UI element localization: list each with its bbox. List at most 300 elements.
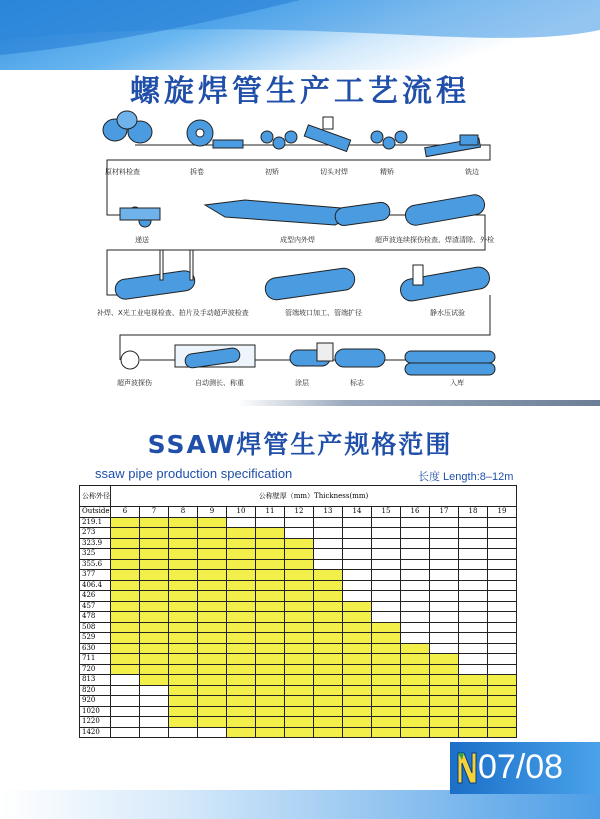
producible-cell bbox=[198, 528, 227, 539]
producible-cell bbox=[198, 654, 227, 665]
producible-cell bbox=[169, 591, 198, 602]
thickness-column-header: 18 bbox=[459, 507, 488, 518]
table-row bbox=[80, 559, 517, 570]
producible-cell bbox=[314, 612, 343, 623]
producible-cell bbox=[314, 633, 343, 644]
step-label: 成型内外焊 bbox=[280, 236, 315, 244]
producible-cell bbox=[227, 549, 256, 560]
producible-cell bbox=[198, 591, 227, 602]
producible-cell bbox=[459, 717, 488, 728]
producible-cell bbox=[169, 517, 198, 528]
empty-cell bbox=[459, 633, 488, 644]
producible-cell bbox=[198, 685, 227, 696]
producible-cell bbox=[430, 664, 459, 675]
producible-cell bbox=[256, 622, 285, 633]
producible-cell bbox=[169, 612, 198, 623]
producible-cell bbox=[314, 696, 343, 707]
producible-cell bbox=[256, 528, 285, 539]
outside-diameter-cell: 1220 bbox=[80, 717, 111, 728]
producible-cell bbox=[198, 696, 227, 707]
empty-cell bbox=[314, 559, 343, 570]
empty-cell bbox=[343, 549, 372, 560]
producible-cell bbox=[488, 706, 517, 717]
empty-cell bbox=[430, 528, 459, 539]
empty-cell bbox=[343, 559, 372, 570]
producible-cell bbox=[140, 559, 169, 570]
producible-cell bbox=[459, 706, 488, 717]
producible-cell bbox=[227, 580, 256, 591]
producible-cell bbox=[198, 549, 227, 560]
thickness-column-header: 8 bbox=[169, 507, 198, 518]
producible-cell bbox=[169, 675, 198, 686]
producible-cell bbox=[285, 706, 314, 717]
producible-cell bbox=[256, 580, 285, 591]
producible-cell bbox=[401, 675, 430, 686]
empty-cell bbox=[459, 528, 488, 539]
producible-cell bbox=[430, 654, 459, 665]
producible-cell bbox=[343, 664, 372, 675]
producible-cell bbox=[169, 570, 198, 581]
producible-cell bbox=[227, 528, 256, 539]
outside-diameter-cell: 426 bbox=[80, 591, 111, 602]
empty-cell bbox=[430, 517, 459, 528]
empty-cell bbox=[488, 517, 517, 528]
outside-diameter-cell: 273 bbox=[80, 528, 111, 539]
producible-cell bbox=[227, 622, 256, 633]
outside-diameter-cell: 406.4 bbox=[80, 580, 111, 591]
producible-cell bbox=[198, 580, 227, 591]
producible-cell bbox=[314, 675, 343, 686]
producible-cell bbox=[111, 612, 140, 623]
producible-cell bbox=[285, 727, 314, 738]
producible-cell bbox=[314, 664, 343, 675]
producible-cell bbox=[198, 559, 227, 570]
empty-cell bbox=[488, 612, 517, 623]
empty-cell bbox=[256, 517, 285, 528]
producible-cell bbox=[314, 580, 343, 591]
producible-cell bbox=[140, 517, 169, 528]
producible-cell bbox=[488, 696, 517, 707]
producible-cell bbox=[256, 727, 285, 738]
step-label: 涂层 bbox=[295, 379, 309, 387]
producible-cell bbox=[256, 549, 285, 560]
empty-cell bbox=[227, 517, 256, 528]
empty-cell bbox=[140, 706, 169, 717]
empty-cell bbox=[372, 549, 401, 560]
table-row bbox=[80, 591, 517, 602]
empty-cell bbox=[401, 549, 430, 560]
producible-cell bbox=[140, 675, 169, 686]
empty-cell bbox=[140, 727, 169, 738]
producible-cell bbox=[140, 633, 169, 644]
table-row bbox=[80, 717, 517, 728]
producible-cell bbox=[169, 601, 198, 612]
empty-cell bbox=[285, 528, 314, 539]
outside-diameter-cell: 711 bbox=[80, 654, 111, 665]
empty-cell bbox=[459, 538, 488, 549]
row1-icons bbox=[103, 111, 480, 157]
empty-cell bbox=[430, 591, 459, 602]
empty-cell bbox=[372, 570, 401, 581]
producible-cell bbox=[169, 717, 198, 728]
producible-cell bbox=[343, 633, 372, 644]
empty-cell bbox=[430, 580, 459, 591]
producible-cell bbox=[314, 727, 343, 738]
producible-cell bbox=[314, 654, 343, 665]
empty-cell bbox=[430, 549, 459, 560]
producible-cell bbox=[285, 570, 314, 581]
producible-cell bbox=[111, 549, 140, 560]
table-row bbox=[80, 696, 517, 707]
producible-cell bbox=[256, 685, 285, 696]
producible-cell bbox=[459, 696, 488, 707]
producible-cell bbox=[227, 570, 256, 581]
producible-cell bbox=[256, 612, 285, 623]
empty-cell bbox=[314, 528, 343, 539]
producible-cell bbox=[198, 612, 227, 623]
empty-cell bbox=[430, 570, 459, 581]
table-row bbox=[80, 685, 517, 696]
empty-cell bbox=[372, 517, 401, 528]
producible-cell bbox=[488, 727, 517, 738]
empty-cell bbox=[488, 570, 517, 581]
empty-cell bbox=[372, 601, 401, 612]
producible-cell bbox=[169, 538, 198, 549]
producible-cell bbox=[169, 664, 198, 675]
producible-cell bbox=[256, 643, 285, 654]
producible-cell bbox=[256, 601, 285, 612]
producible-cell bbox=[430, 727, 459, 738]
empty-cell bbox=[459, 601, 488, 612]
empty-cell bbox=[459, 570, 488, 581]
producible-cell bbox=[227, 685, 256, 696]
thickness-column-header: 15 bbox=[372, 507, 401, 518]
outside-diameter-cell: 820 bbox=[80, 685, 111, 696]
step-label: 切头对焊 bbox=[320, 168, 348, 176]
thickness-column-header: 13 bbox=[314, 507, 343, 518]
outside-diameter-cell: 920 bbox=[80, 696, 111, 707]
producible-cell bbox=[227, 643, 256, 654]
empty-cell bbox=[459, 612, 488, 623]
producible-cell bbox=[227, 717, 256, 728]
empty-cell bbox=[459, 643, 488, 654]
thickness-column-header: 17 bbox=[430, 507, 459, 518]
empty-cell bbox=[401, 570, 430, 581]
producible-cell bbox=[285, 696, 314, 707]
producible-cell bbox=[198, 717, 227, 728]
producible-cell bbox=[169, 622, 198, 633]
producible-cell bbox=[111, 591, 140, 602]
producible-cell bbox=[227, 675, 256, 686]
producible-cell bbox=[285, 601, 314, 612]
producible-cell bbox=[459, 685, 488, 696]
producible-cell bbox=[343, 706, 372, 717]
length-label: 长度 Length:8–12m bbox=[418, 471, 514, 483]
producible-cell bbox=[111, 601, 140, 612]
producible-cell bbox=[111, 559, 140, 570]
producible-cell bbox=[227, 654, 256, 665]
producible-cell bbox=[372, 717, 401, 728]
empty-cell bbox=[343, 570, 372, 581]
table-row bbox=[80, 538, 517, 549]
outside-diameter-cell: 720 bbox=[80, 664, 111, 675]
empty-cell bbox=[430, 633, 459, 644]
thickness-column-header: 19 bbox=[488, 507, 517, 518]
producible-cell bbox=[343, 717, 372, 728]
producible-cell bbox=[372, 664, 401, 675]
producible-cell bbox=[227, 601, 256, 612]
thickness-column-header: 11 bbox=[256, 507, 285, 518]
producible-cell bbox=[430, 685, 459, 696]
producible-cell bbox=[169, 580, 198, 591]
table-row bbox=[80, 517, 517, 528]
empty-cell bbox=[285, 517, 314, 528]
empty-cell bbox=[343, 538, 372, 549]
producible-cell bbox=[198, 643, 227, 654]
producible-cell bbox=[459, 675, 488, 686]
producible-cell bbox=[169, 528, 198, 539]
producible-cell bbox=[372, 696, 401, 707]
spec-subtitle: ssaw pipe production specification bbox=[95, 466, 293, 481]
producible-cell bbox=[227, 706, 256, 717]
outside-diameter-cell: 457 bbox=[80, 601, 111, 612]
row4-icons bbox=[121, 343, 495, 375]
producible-cell bbox=[111, 664, 140, 675]
empty-cell bbox=[401, 559, 430, 570]
corner-header-top: 公称外径 bbox=[80, 486, 111, 507]
producible-cell bbox=[140, 538, 169, 549]
page-number: 07/08 bbox=[478, 748, 564, 786]
producible-cell bbox=[314, 717, 343, 728]
producible-cell bbox=[111, 622, 140, 633]
producible-cell bbox=[140, 622, 169, 633]
table-row bbox=[80, 570, 517, 581]
thickness-column-header: 9 bbox=[198, 507, 227, 518]
producible-cell bbox=[343, 685, 372, 696]
step-label: 标志 bbox=[350, 379, 364, 387]
producible-cell bbox=[227, 559, 256, 570]
producible-cell bbox=[169, 633, 198, 644]
empty-cell bbox=[401, 633, 430, 644]
producible-cell bbox=[430, 675, 459, 686]
step-label: 入库 bbox=[450, 379, 464, 387]
producible-cell bbox=[111, 633, 140, 644]
empty-cell bbox=[459, 559, 488, 570]
producible-cell bbox=[343, 727, 372, 738]
empty-cell bbox=[488, 664, 517, 675]
producible-cell bbox=[314, 643, 343, 654]
producible-cell bbox=[488, 717, 517, 728]
empty-cell bbox=[111, 675, 140, 686]
empty-cell bbox=[459, 654, 488, 665]
producible-cell bbox=[285, 654, 314, 665]
table-row bbox=[80, 654, 517, 665]
producible-cell bbox=[285, 591, 314, 602]
producible-cell bbox=[285, 664, 314, 675]
producible-cell bbox=[111, 654, 140, 665]
outside-diameter-cell: 508 bbox=[80, 622, 111, 633]
corner-header-bottom: Outside bbox=[80, 507, 111, 518]
empty-cell bbox=[401, 517, 430, 528]
empty-cell bbox=[430, 559, 459, 570]
step-label: 超声波连续探伤检查、焊渣清除、外检 bbox=[375, 236, 494, 244]
empty-cell bbox=[459, 517, 488, 528]
producible-cell bbox=[169, 706, 198, 717]
producible-cell bbox=[140, 528, 169, 539]
producible-cell bbox=[488, 685, 517, 696]
producible-cell bbox=[314, 622, 343, 633]
empty-cell bbox=[488, 591, 517, 602]
producible-cell bbox=[401, 727, 430, 738]
producible-cell bbox=[256, 570, 285, 581]
producible-cell bbox=[111, 570, 140, 581]
producible-cell bbox=[198, 538, 227, 549]
producible-cell bbox=[256, 696, 285, 707]
producible-cell bbox=[111, 517, 140, 528]
producible-cell bbox=[372, 654, 401, 665]
thickness-column-header: 14 bbox=[343, 507, 372, 518]
outside-diameter-cell: 630 bbox=[80, 643, 111, 654]
producible-cell bbox=[169, 643, 198, 654]
outside-diameter-cell: 355.6 bbox=[80, 559, 111, 570]
producible-cell bbox=[343, 601, 372, 612]
producible-cell bbox=[285, 643, 314, 654]
empty-cell bbox=[198, 727, 227, 738]
step-label: 铣边 bbox=[465, 168, 479, 176]
thickness-column-header: 6 bbox=[111, 507, 140, 518]
producible-cell bbox=[343, 612, 372, 623]
empty-cell bbox=[314, 517, 343, 528]
step-label: 静水压试验 bbox=[430, 309, 465, 317]
producible-cell bbox=[227, 591, 256, 602]
producible-cell bbox=[198, 622, 227, 633]
producible-cell bbox=[256, 559, 285, 570]
empty-cell bbox=[401, 601, 430, 612]
empty-cell bbox=[169, 727, 198, 738]
thickness-column-header: 12 bbox=[285, 507, 314, 518]
section-divider bbox=[238, 400, 600, 406]
producible-cell bbox=[285, 580, 314, 591]
producible-cell bbox=[430, 706, 459, 717]
empty-cell bbox=[111, 696, 140, 707]
producible-cell bbox=[256, 706, 285, 717]
step-label: 管端坡口加工、管端扩径 bbox=[285, 309, 362, 317]
producible-cell bbox=[401, 717, 430, 728]
empty-cell bbox=[430, 601, 459, 612]
outside-diameter-cell: 478 bbox=[80, 612, 111, 623]
empty-cell bbox=[430, 612, 459, 623]
producible-cell bbox=[169, 696, 198, 707]
step-label: 原材料检查 bbox=[105, 168, 140, 176]
empty-cell bbox=[488, 559, 517, 570]
producible-cell bbox=[111, 528, 140, 539]
empty-cell bbox=[459, 549, 488, 560]
outside-diameter-cell: 1420 bbox=[80, 727, 111, 738]
empty-cell bbox=[488, 528, 517, 539]
producible-cell bbox=[343, 654, 372, 665]
outside-diameter-cell: 1020 bbox=[80, 706, 111, 717]
step-label: 超声波探伤 bbox=[117, 379, 152, 387]
producible-cell bbox=[459, 727, 488, 738]
step-label: 精矫 bbox=[380, 168, 394, 176]
empty-cell bbox=[401, 591, 430, 602]
empty-cell bbox=[401, 612, 430, 623]
producible-cell bbox=[256, 591, 285, 602]
producible-cell bbox=[256, 664, 285, 675]
empty-cell bbox=[343, 580, 372, 591]
step-label: 初矫 bbox=[265, 168, 279, 176]
producible-cell bbox=[372, 622, 401, 633]
thickness-column-header: 10 bbox=[227, 507, 256, 518]
producible-cell bbox=[169, 549, 198, 560]
producible-cell bbox=[285, 612, 314, 623]
thickness-header: 公称壁厚（mm）Thickness(mm) bbox=[111, 486, 517, 507]
producible-cell bbox=[372, 675, 401, 686]
outside-diameter-cell: 323.9 bbox=[80, 538, 111, 549]
table-row bbox=[80, 727, 517, 738]
producible-cell bbox=[198, 706, 227, 717]
producible-cell bbox=[198, 517, 227, 528]
empty-cell bbox=[401, 528, 430, 539]
producible-cell bbox=[227, 696, 256, 707]
empty-cell bbox=[140, 717, 169, 728]
producible-cell bbox=[140, 664, 169, 675]
empty-cell bbox=[401, 538, 430, 549]
table-row bbox=[80, 601, 517, 612]
producible-cell bbox=[198, 664, 227, 675]
producible-cell bbox=[314, 601, 343, 612]
row2-icons bbox=[120, 193, 486, 227]
empty-cell bbox=[372, 612, 401, 623]
step-label: 递送 bbox=[135, 236, 149, 244]
empty-cell bbox=[430, 622, 459, 633]
table-row bbox=[80, 664, 517, 675]
table-row bbox=[80, 706, 517, 717]
producible-cell bbox=[111, 643, 140, 654]
table-row bbox=[80, 675, 517, 686]
table-row bbox=[80, 612, 517, 623]
empty-cell bbox=[459, 580, 488, 591]
empty-cell bbox=[343, 528, 372, 539]
process-flow-diagram bbox=[95, 105, 505, 405]
producible-cell bbox=[198, 601, 227, 612]
table-row bbox=[80, 549, 517, 560]
producible-cell bbox=[198, 570, 227, 581]
producible-cell bbox=[430, 717, 459, 728]
empty-cell bbox=[488, 549, 517, 560]
producible-cell bbox=[111, 538, 140, 549]
table-row bbox=[80, 633, 517, 644]
company-logo-icon bbox=[456, 748, 478, 788]
step-label: 补焊、X光工业电视检查、拍片及手动超声波检查 bbox=[97, 309, 249, 317]
empty-cell bbox=[343, 517, 372, 528]
outside-diameter-cell: 219.1 bbox=[80, 517, 111, 528]
thickness-column-header: 7 bbox=[140, 507, 169, 518]
empty-cell bbox=[488, 654, 517, 665]
producible-cell bbox=[285, 675, 314, 686]
row3-icons bbox=[114, 250, 491, 303]
producible-cell bbox=[285, 633, 314, 644]
producible-cell bbox=[227, 727, 256, 738]
empty-cell bbox=[372, 591, 401, 602]
table-row bbox=[80, 528, 517, 539]
producible-cell bbox=[401, 654, 430, 665]
producible-cell bbox=[227, 538, 256, 549]
producible-cell bbox=[372, 706, 401, 717]
empty-cell bbox=[459, 591, 488, 602]
producible-cell bbox=[343, 622, 372, 633]
producible-cell bbox=[401, 685, 430, 696]
